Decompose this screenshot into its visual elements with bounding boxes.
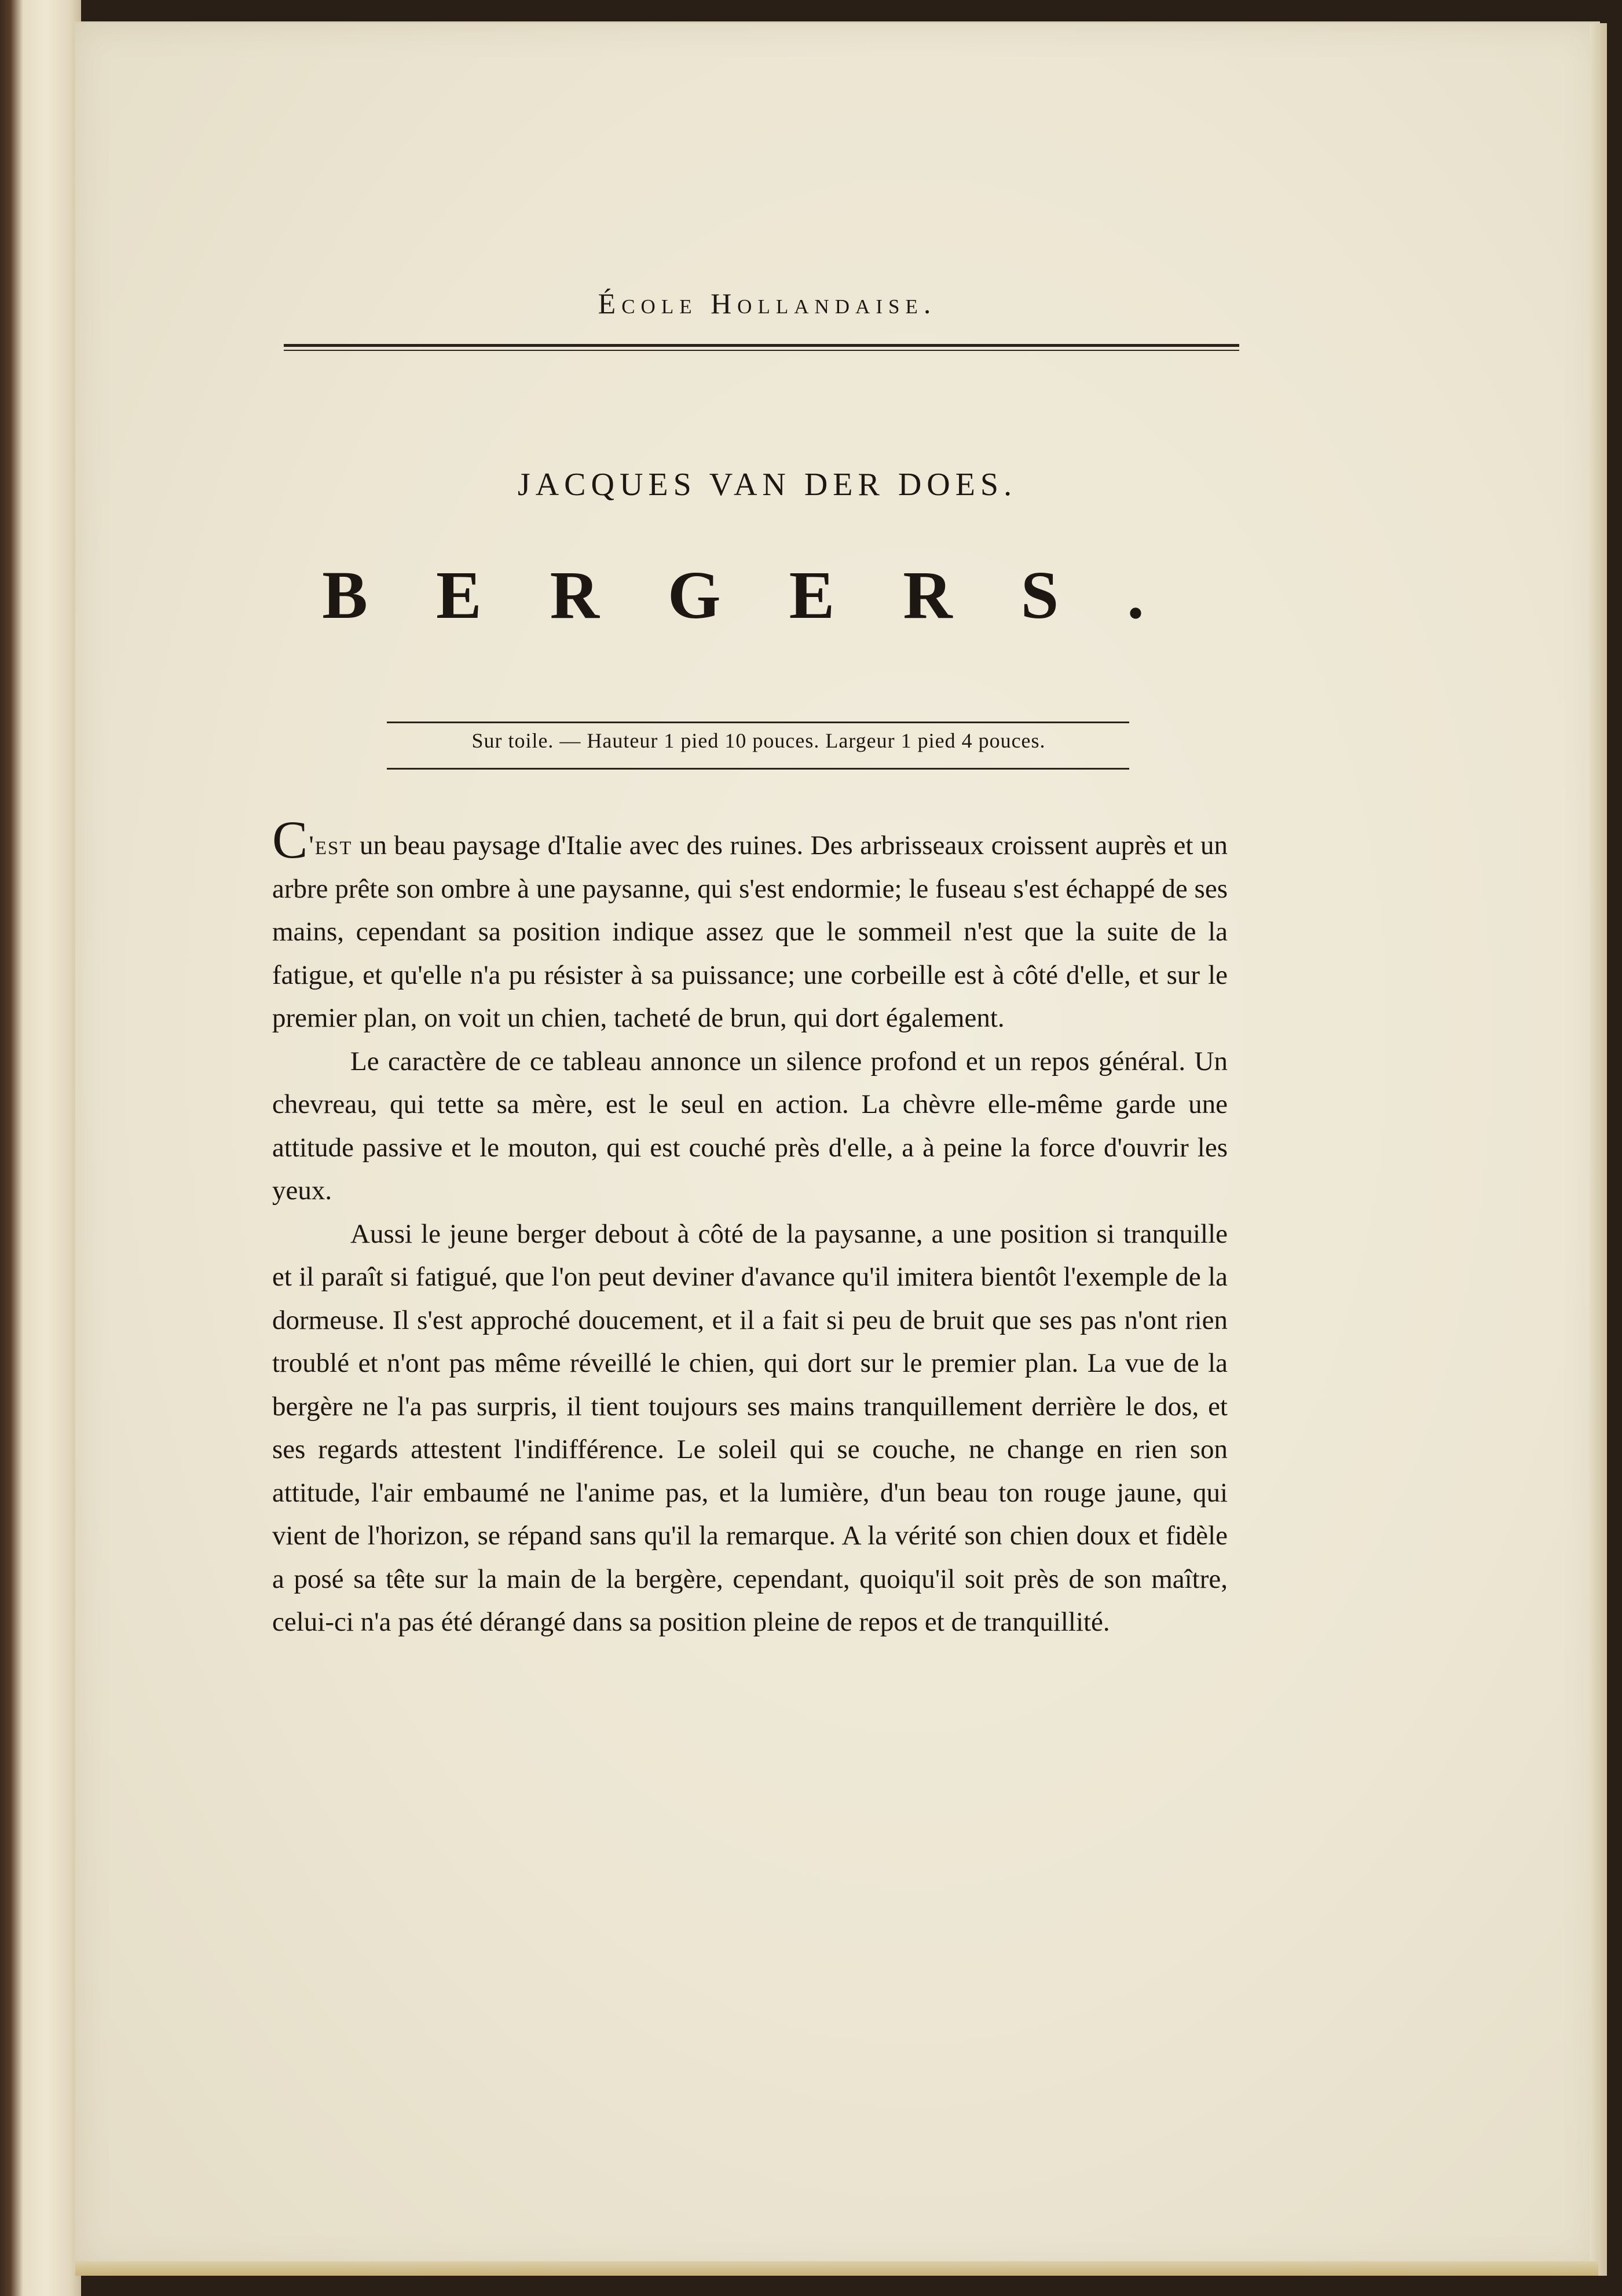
header-rule (284, 350, 1239, 351)
page-edge (75, 2261, 1598, 2276)
dimensions-line: Sur toile. — Hauteur 1 pied 10 pouces. Largeur 1 pied 4 pouces. (471, 729, 1046, 752)
school-heading: École Hollandaise. (598, 287, 937, 320)
page-edge (1590, 23, 1607, 2276)
painting-title: BERGERS. (322, 557, 1213, 633)
dimensions-rule-top (387, 722, 1129, 723)
drop-cap: C (272, 810, 308, 869)
artist-name: JACQUES VAN DER DOES. (517, 467, 1017, 503)
dimensions-rule-bottom (387, 768, 1129, 770)
header-rule (284, 344, 1239, 347)
paragraph-text: un beau paysage d'Italie avec des ruines. Des arbrisseaux croissent auprès et un arbre prête son ombre à une paysanne, qui s'est endormie; le fuseau s'est échappé de ses mains, cependant sa position indique assez que le sommeil n'est que la suite de la fatigue, et qu'elle n'a pu résister à sa puissance; une corbeille est à côté d'elle, et sur le premier plan, on voit un chien, tacheté de brun, qui dort également. (272, 830, 1228, 1033)
book-binding (0, 0, 81, 2296)
body-text (272, 810, 1228, 1644)
paragraph: Aussi le jeune berger debout à côté de la paysanne, a une position si tranquille et il paraît si fatigué, que l'on peut deviner d'avance qu'il imitera bientôt l'exemple de la dormeuse. Il s'est approché doucement, et il a fait si peu de bruit que ses pas n'ont rien troublé et n'ont pas même réveillé le chien, qui dort sur le premier plan. La vue de la bergère ne l'a pas surpris, il tient toujours ses mains tranquillement derrière le dos, et ses regards attestent l'indifférence. Le soleil qui se couche, ne change en rien son attitude, l'air embaumé ne l'anime pas, et la lumière, d'un beau ton rouge jaune, qui vient de l'horizon, se répand sans qu'il la remarque. A la vérité son chien doux et fidèle a posé sa tête sur la main de la bergère, cependant, quoiqu'il soit près de son maître, celui-ci n'a pas été dérangé dans sa position pleine de repos et de tranquillité. (272, 1218, 1228, 1637)
paragraph (272, 810, 1228, 1040)
paragraph: Le caractère de ce tableau annonce un silence profond et un repos général. Un chevreau, qui tette sa mère, est le seul en action. La chèvre elle-même garde une attitude passive et le mouton, qui est couché près d'elle, a à peine la force d'ouvrir les yeux. (272, 1046, 1228, 1206)
lead-word: 'est (309, 830, 353, 860)
